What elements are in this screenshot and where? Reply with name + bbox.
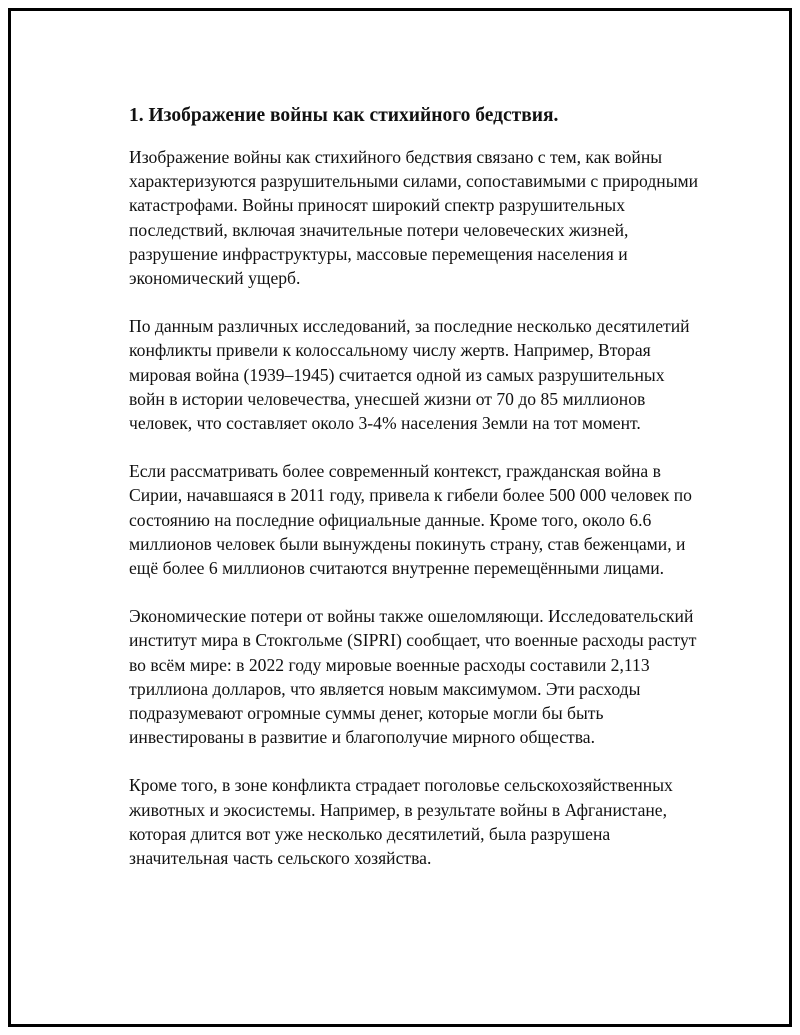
section-heading: 1. Изображение войны как стихийного бедствия. [129,105,559,126]
paragraph-5: Кроме того, в зоне конфликта страдает поголовье сельскохозяйственных животных и экосистемы. Например, в результате войны в Афганистане, которая длится вот уже несколько десятилетий, была разрушена значительная часть сельского хозяйства. [129,775,673,869]
paragraph-4: Экономические потери от войны также ошеломляющи. Исследовательский институт мира в Стокгольме (SIPRI) сообщает, что военные расходы растут во всём мире: в 2022 году мировые военные расходы составили 2,113 триллиона долларов, что является новым максимумом. Эти расходы подразумевают огромные суммы денег, которые могли бы быть инвестированы в развитие и благополучие мирного общества. [129,606,697,748]
paragraph-1: Изображение войны как стихийного бедствия связано с тем, как войны характеризуются разрушительными силами, сопоставимыми с природными катастрофами. Войны приносят широкий спектр разрушительных последствий, включая значительные потери человеческих жизней, разрушение инфраструктуры, массовые перемещения населения и экономический ущерб. [129,147,699,289]
page-frame [8,8,792,1027]
document-body [129,103,699,894]
paragraph-3: Если рассматривать более современный контекст, гражданская война в Сирии, начавшаяся в 2011 году, привела к гибели более 500 000 человек по состоянию на последние официальные данные. Кроме того, около 6.6 миллионов человек были вынуждены покинуть страну, став беженцами, и ещё более 6 миллионов считаются внутренне перемещёнными лицами. [129,461,692,579]
paragraph-2: По данным различных исследований, за последние несколько десятилетий конфликты привели к колоссальному числу жертв. Например, Вторая мировая война (1939–1945) считается одной из самых разрушительных войн в истории человечества, унесшей жизни от 70 до 85 миллионов человек, что составляет около 3-4% населения Земли на тот момент. [129,316,690,434]
